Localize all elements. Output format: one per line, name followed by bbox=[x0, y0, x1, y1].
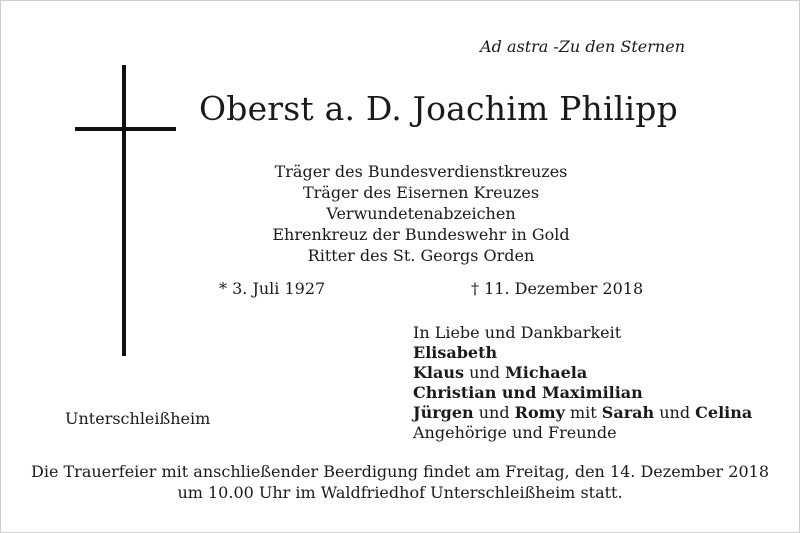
place-name: Unterschleißheim bbox=[65, 409, 211, 428]
connector-text: und bbox=[654, 403, 696, 422]
honor-item: Verwundetenabzeichen bbox=[326, 204, 516, 223]
mourners-line bbox=[413, 383, 752, 403]
mourners-line bbox=[413, 363, 752, 383]
mourner-name: Celina bbox=[695, 403, 753, 422]
mourner-name: Christian und Maximilian bbox=[413, 383, 643, 402]
mourner-name: Michaela bbox=[505, 363, 588, 382]
cross-horizontal-bar bbox=[75, 127, 176, 131]
death-date: † 11. Dezember 2018 bbox=[471, 279, 644, 298]
deceased-name: Oberst a. D. Joachim Philipp bbox=[199, 89, 678, 128]
mourners-closing: Angehörige und Freunde bbox=[413, 423, 617, 442]
mourners-intro: In Liebe und Dankbarkeit bbox=[413, 323, 622, 342]
connector-text: und bbox=[464, 363, 506, 382]
ceremony-line: um 10.00 Uhr im Waldfriedhof Unterschleißheim statt. bbox=[177, 483, 623, 502]
honors-list bbox=[211, 161, 631, 266]
mourner-name: Elisabeth bbox=[413, 343, 498, 362]
motto: Ad astra -Zu den Sternen bbox=[480, 37, 685, 56]
mourner-name: Klaus bbox=[413, 363, 464, 382]
mourners-block bbox=[413, 323, 752, 443]
connector-text: und bbox=[473, 403, 515, 422]
ceremony-line: Die Trauerfeier mit anschließender Beerdigung findet am Freitag, den 14. Dezember 2018 bbox=[31, 462, 769, 481]
honor-item: Träger des Eisernen Kreuzes bbox=[302, 183, 540, 202]
mourner-name: Romy bbox=[514, 403, 565, 422]
mourner-name: Sarah bbox=[601, 403, 655, 422]
honor-item: Ehrenkreuz der Bundeswehr in Gold bbox=[272, 225, 570, 244]
mourners-line bbox=[413, 403, 752, 423]
honor-item: Ritter des St. Georgs Orden bbox=[307, 246, 535, 265]
connector-text: mit bbox=[564, 403, 602, 422]
ceremony-info bbox=[1, 461, 799, 503]
cross-vertical-bar bbox=[122, 65, 126, 356]
birth-date: * 3. Juli 1927 bbox=[219, 279, 326, 298]
mourner-name: Jürgen bbox=[413, 403, 474, 422]
mourners-line bbox=[413, 343, 752, 363]
honor-item: Träger des Bundesverdienstkreuzes bbox=[274, 162, 568, 181]
